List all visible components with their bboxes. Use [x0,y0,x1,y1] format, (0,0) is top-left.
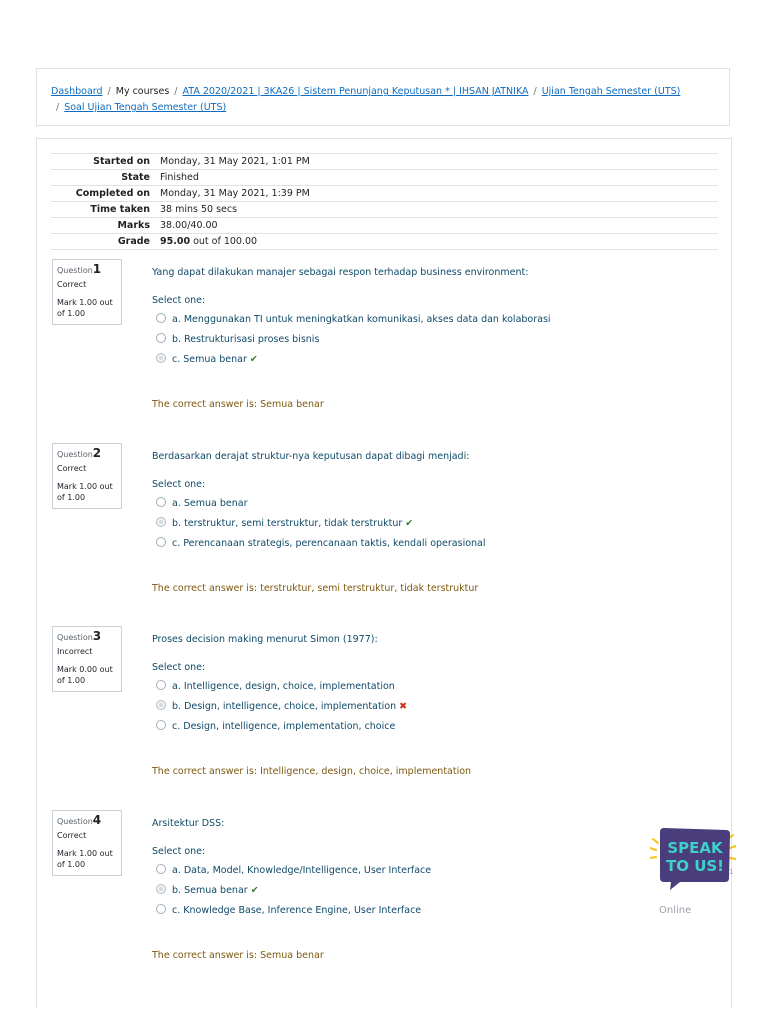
check-icon: ✔ [249,354,258,365]
summary-row [51,170,718,186]
summary-row [51,218,718,234]
option-label: a. Semua benar [172,498,248,509]
correct-answer-feedback: The correct answer is: Semua benar [152,399,324,410]
radio-button-selected[interactable] [156,700,166,710]
question-number: 4 [92,813,102,827]
question-text: Arsitektur DSS: [152,818,225,829]
breadcrumb-separator: / [107,86,111,97]
question-mark: Mark 0.00 out of 1.00 [57,665,113,685]
option-c [156,903,421,919]
summary-value: 38.00/40.00 [160,218,718,234]
radio-button[interactable] [156,497,166,507]
option-label: b. Design, intelligence, choice, implementation [172,701,397,712]
option-a [156,312,551,328]
breadcrumb-course-link[interactable]: ATA 2020/2021 | 3KA26 | Sistem Penunjang Keputusan * | IHSAN JATNIKA [182,86,529,97]
breadcrumb [36,68,730,126]
option-label: a. Data, Model, Knowledge/Intelligence, User Interface [172,865,432,876]
question-text: Berdasarkan derajat struktur-nya keputusan dapat dibagi menjadi: [152,451,470,462]
breadcrumb-separator: / [56,102,60,113]
summary-value: Monday, 31 May 2021, 1:01 PM [160,154,718,170]
grade-out-of: out of 100.00 [190,236,258,247]
attempt-summary-table [51,153,718,250]
summary-label: Started on [51,154,160,170]
select-one-label: Select one: [152,846,206,857]
select-one-label: Select one: [152,295,206,306]
summary-value: Finished [160,170,718,186]
widget-status: Online [659,905,692,916]
option-label: b. terstruktur, semi terstruktur, tidak terstruktur [172,518,403,529]
radio-button[interactable] [156,720,166,730]
option-label: b. Semua benar [172,885,248,896]
option-label: c. Semua benar [172,354,247,365]
radio-button-selected[interactable] [156,517,166,527]
summary-label: State [51,170,160,186]
summary-value: Monday, 31 May 2021, 1:39 PM [160,186,718,202]
radio-button-selected[interactable] [156,353,166,363]
check-icon: ✔ [250,885,259,896]
breadcrumb-dashboard-link[interactable]: Dashboard [51,86,103,97]
correct-answer-feedback: The correct answer is: Intelligence, design, choice, implementation [152,766,472,777]
question-info-box [52,443,122,509]
option-label: c. Perencanaan strategis, perencanaan taktis, kendali operasional [172,538,486,549]
summary-row [51,234,718,250]
question-state: Correct [57,831,87,840]
speak-to-us-widget[interactable] [650,826,736,892]
radio-button-selected[interactable] [156,884,166,894]
option-c [156,536,486,552]
question-3 [52,626,692,796]
option-b [156,516,413,532]
widget-badge: 1 [729,868,734,876]
summary-row [51,186,718,202]
option-b [156,883,259,899]
question-state: Incorrect [57,647,93,656]
radio-button[interactable] [156,537,166,547]
question-state: Correct [57,464,87,473]
summary-value: 38 mins 50 secs [160,202,718,218]
widget-line1: SPEAK [667,839,723,857]
breadcrumb-section-link[interactable]: Ujian Tengah Semester (UTS) [541,86,681,97]
widget-line2: TO US! [665,857,725,875]
select-one-label: Select one: [152,479,206,490]
summary-label: Completed on [51,186,160,202]
grade-value: 95.00 [160,236,191,247]
question-mark: Mark 1.00 out of 1.00 [57,849,113,869]
question-1 [52,259,692,429]
question-mark: Mark 1.00 out of 1.00 [57,298,113,318]
question-state: Correct [57,280,87,289]
breadcrumb-quiz-link[interactable]: Soal Ujian Tengah Semester (UTS) [64,102,227,113]
question-label: Question [57,266,93,275]
question-number: 3 [92,629,102,643]
radio-button[interactable] [156,313,166,323]
option-c [156,352,258,368]
question-label: Question [57,817,93,826]
question-2 [52,443,692,613]
option-label: c. Design, intelligence, implementation, choice [172,721,396,732]
correct-answer-feedback: The correct answer is: terstruktur, semi terstruktur, tidak terstruktur [152,583,479,594]
summary-row [51,202,718,218]
speak-to-us-bubble-icon [650,826,736,892]
option-label: c. Knowledge Base, Inference Engine, User Interface [172,905,422,916]
summary-value [160,234,718,250]
breadcrumb-separator: / [533,86,537,97]
option-label: a. Intelligence, design, choice, implementation [172,681,395,692]
option-b [156,332,319,348]
correct-answer-feedback: The correct answer is: Semua benar [152,950,324,961]
option-label: a. Menggunakan TI untuk meningkatkan komunikasi, akses data dan kolaborasi [172,314,551,325]
question-label: Question [57,450,93,459]
question-label: Question [57,633,93,642]
question-4 [52,810,692,980]
option-label: b. Restrukturisasi proses bisnis [172,334,320,345]
question-info-box [52,259,122,325]
question-info-box [52,626,122,692]
summary-label: Marks [51,218,160,234]
cross-icon: ✖ [399,701,408,712]
question-number: 2 [92,446,102,460]
breadcrumb-separator: / [174,86,178,97]
option-a [156,679,395,695]
summary-label: Grade [51,234,160,250]
radio-button[interactable] [156,680,166,690]
radio-button[interactable] [156,864,166,874]
option-a [156,863,431,879]
breadcrumb-my-courses: My courses [115,86,170,97]
radio-button[interactable] [156,904,166,914]
summary-row [51,154,718,170]
check-icon: ✔ [405,518,414,529]
question-info-box [52,810,122,876]
option-b [156,699,407,715]
option-c [156,719,395,735]
radio-button[interactable] [156,333,166,343]
question-text: Yang dapat dilakukan manajer sebagai respon terhadap business environment: [152,267,529,278]
select-one-label: Select one: [152,662,206,673]
question-text: Proses decision making menurut Simon (1977): [152,634,378,645]
option-a [156,496,247,512]
question-number: 1 [92,262,102,276]
question-mark: Mark 1.00 out of 1.00 [57,482,113,502]
summary-label: Time taken [51,202,160,218]
